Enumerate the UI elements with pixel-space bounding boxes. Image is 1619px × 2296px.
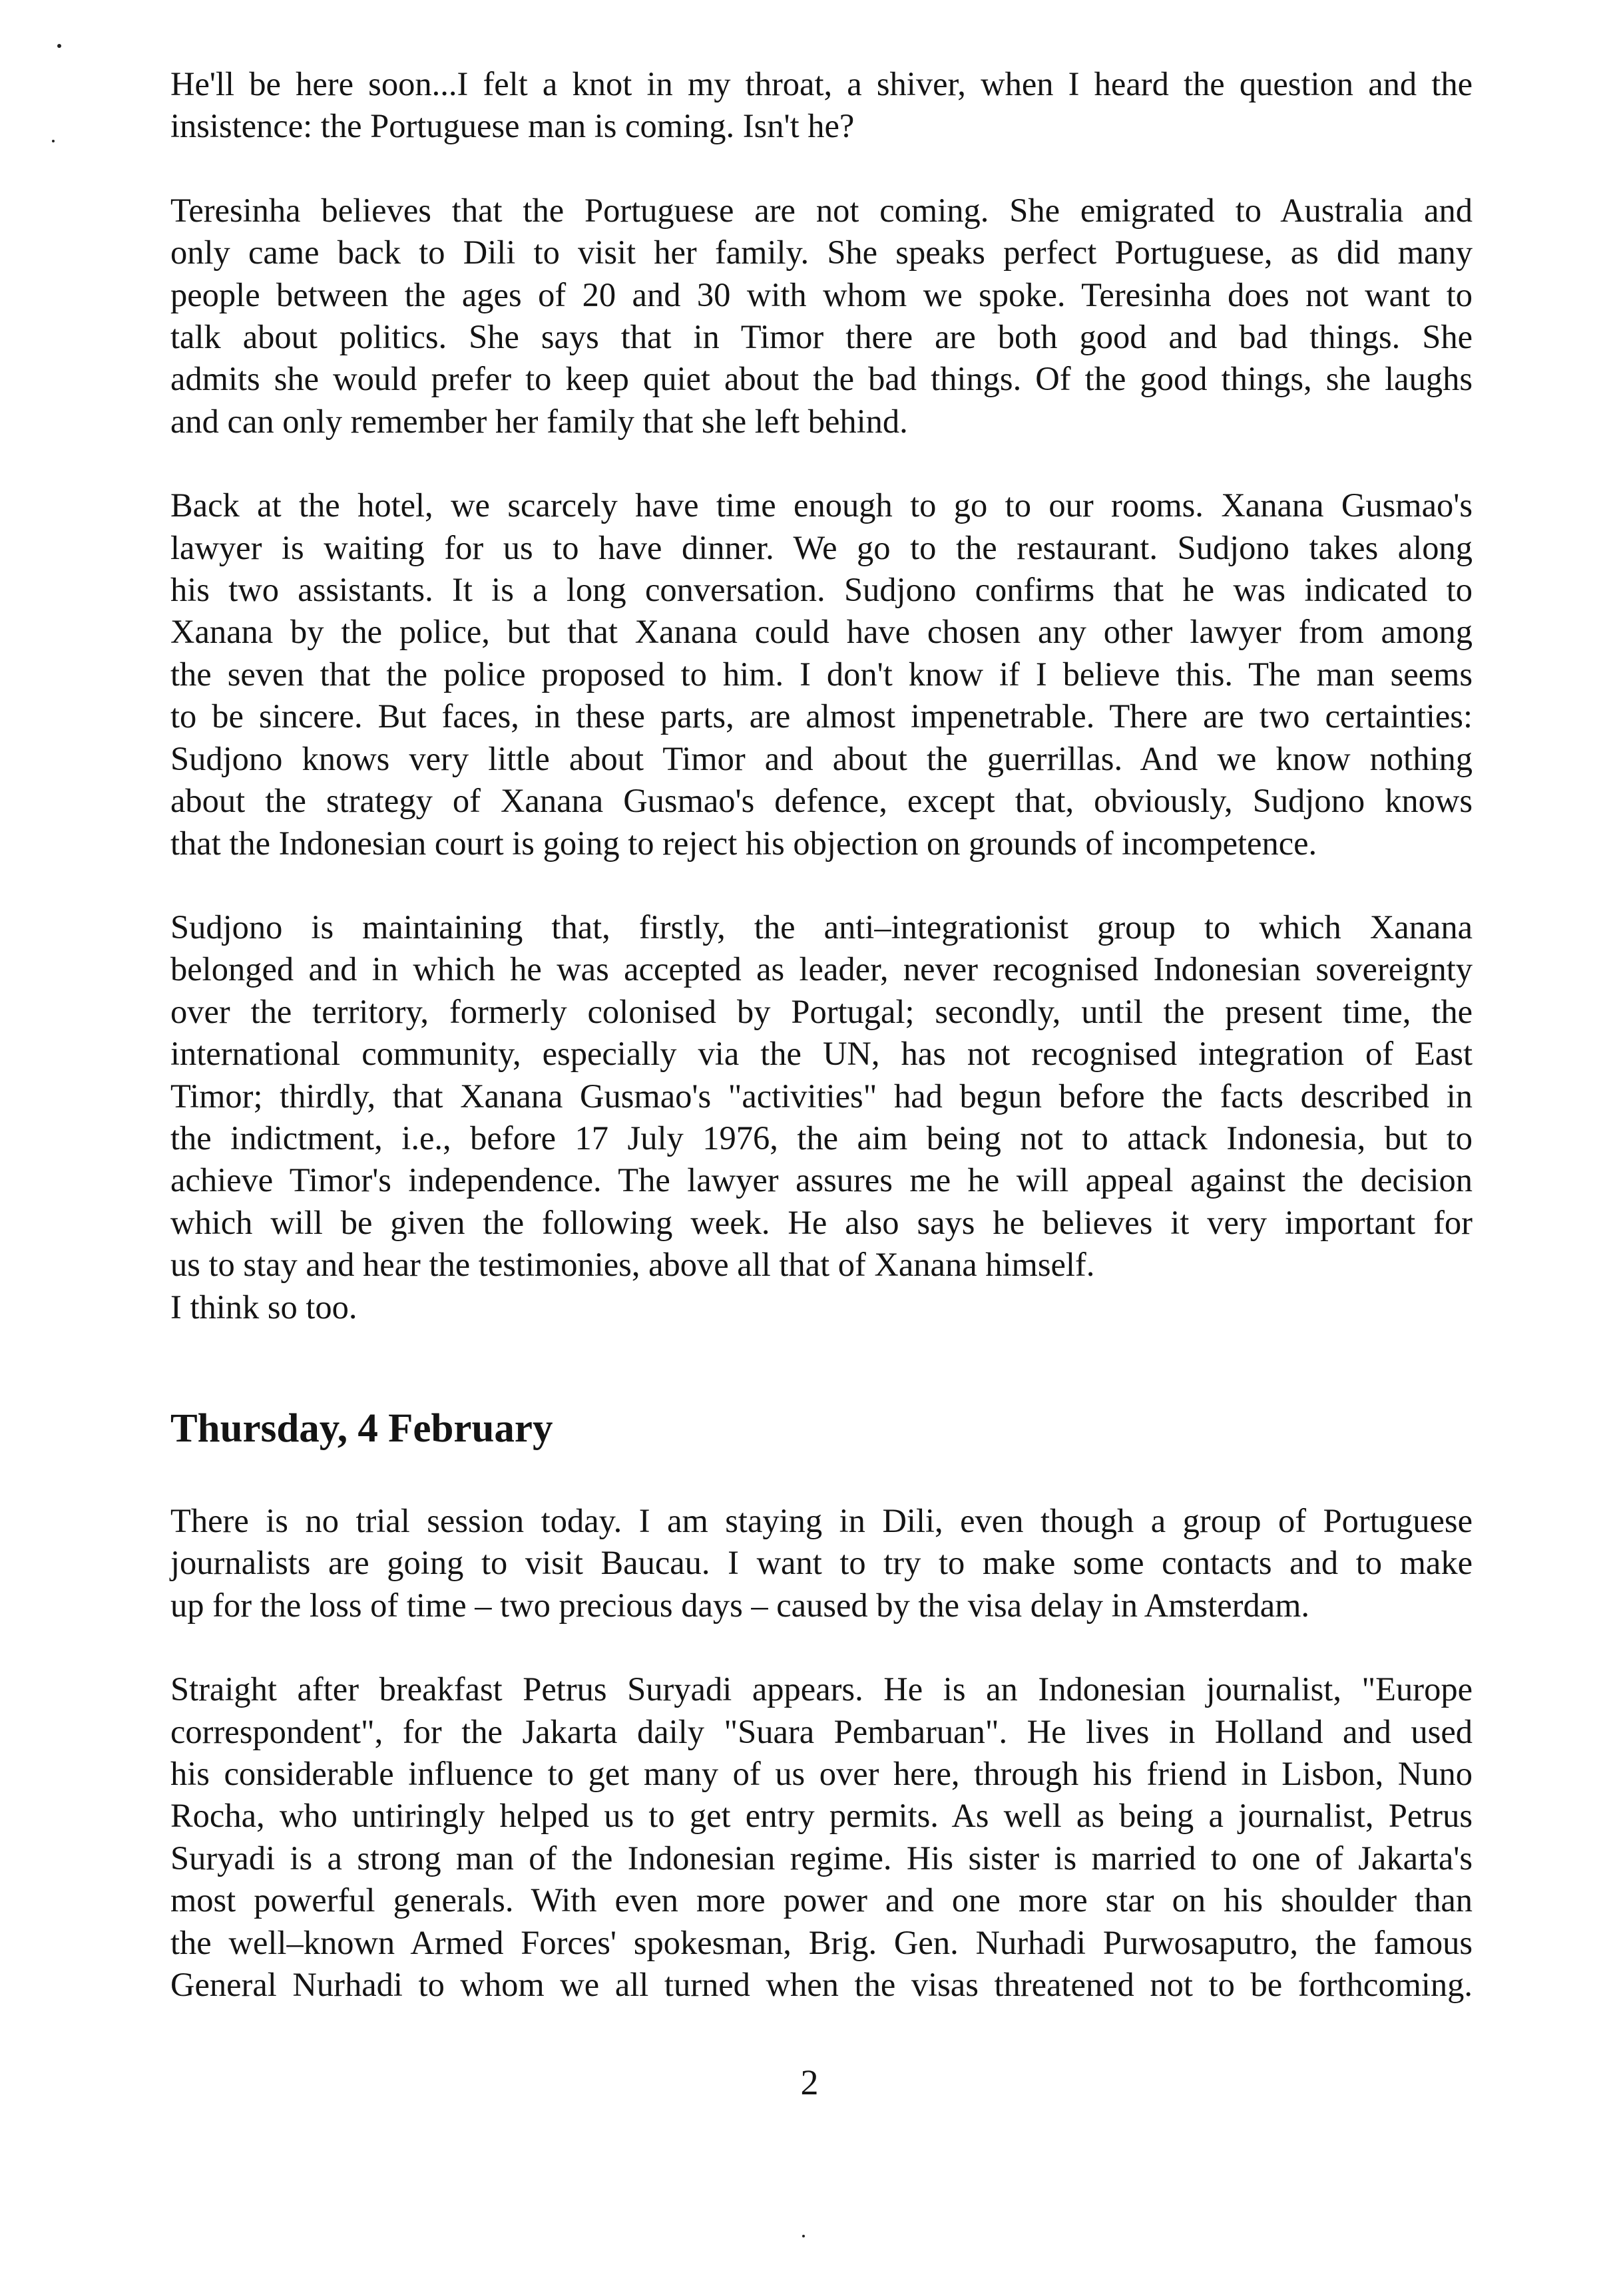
section-heading: Thursday, 4 February — [170, 1406, 553, 1451]
text-line: most powerful generals. With even more power and one more star on his shoulder than — [170, 1881, 1473, 1919]
text-line: the well–known Armed Forces' spokesman, Brig. Gen. Nurhadi Purwosaputro, the famous — [170, 1923, 1473, 1961]
text-line: his two assistants. It is a long conversation. Sudjono confirms that he was indicated to — [170, 571, 1473, 609]
text-line: lawyer is waiting for us to have dinner. We go to the restaurant. Sudjono takes along — [170, 528, 1473, 566]
text-line: up for the loss of time – two precious days – caused by the visa delay in Amsterdam. — [170, 1586, 1310, 1624]
text-line: I think so too. — [170, 1288, 357, 1326]
paragraph — [170, 190, 1473, 443]
text-line: Rocha, who untiringly helped us to get entry permits. As well as being a journalist, Petrus — [170, 1797, 1473, 1835]
text-line: that the Indonesian court is going to reject his objection on grounds of incompetence. — [170, 824, 1317, 862]
text-line: Suryadi is a strong man of the Indonesian regime. His sister is married to one of Jakarta's — [170, 1839, 1473, 1877]
paragraph — [170, 1500, 1473, 1626]
text-line: correspondent", for the Jakarta daily "Suara Pembaruan". He lives in Holland and used — [170, 1712, 1473, 1750]
text-line: which will be given the following week. He also says he believes it very important for — [170, 1203, 1473, 1241]
scan-speck — [52, 140, 55, 142]
text-line: There is no trial session today. I am staying in Dili, even though a group of Portuguese — [170, 1501, 1473, 1539]
document-body — [170, 63, 1473, 2006]
text-line: the seven that the police proposed to him. I don't know if I believe this. The man seems — [170, 655, 1473, 693]
text-line: Sudjono knows very little about Timor and about the guerrillas. And we know nothing — [170, 739, 1473, 777]
text-line: only came back to Dili to visit her family. She speaks perfect Portuguese, as did many — [170, 234, 1473, 272]
text-line: journalists are going to visit Baucau. I want to try to make some contacts and to make — [170, 1544, 1473, 1582]
text-line: us to stay and hear the testimonies, above all that of Xanana himself. — [170, 1246, 1095, 1284]
scan-speck — [57, 44, 61, 48]
text-line: General Nurhadi to whom we all turned when the visas threatened not to be forthcoming. — [170, 1966, 1473, 2004]
text-line: Xanana by the police, but that Xanana could have chosen any other lawyer from among — [170, 613, 1473, 651]
text-line: insistence: the Portuguese man is coming. Isn't he? — [170, 107, 855, 145]
text-line: to be sincere. But faces, in these parts, are almost impenetrable. There are two certainties: — [170, 697, 1473, 735]
text-line: Timor; thirdly, that Xanana Gusmao's "activities" had begun before the facts described in — [170, 1077, 1473, 1115]
paragraph — [170, 484, 1473, 864]
text-line: and can only remember her family that she left behind. — [170, 402, 908, 440]
text-line: the indictment, i.e., before 17 July 1976, the aim being not to attack Indonesia, but to — [170, 1119, 1473, 1157]
page-number: 2 — [800, 2062, 819, 2102]
text-line: over the territory, formerly colonised by Portugal; secondly, until the present time, the — [170, 992, 1473, 1030]
text-line: people between the ages of 20 and 30 with whom we spoke. Teresinha does not want to — [170, 276, 1473, 313]
text-line: achieve Timor's independence. The lawyer assures me he will appeal against the decision — [170, 1161, 1473, 1199]
text-line: international community, especially via the UN, has not recognised integration of East — [170, 1035, 1473, 1073]
text-line: Sudjono is maintaining that, firstly, the anti–integrationist group to which Xanana — [170, 908, 1473, 946]
text-line: belonged and in which he was accepted as leader, never recognised Indonesian sovereignty — [170, 950, 1473, 988]
scan-speck — [802, 2235, 805, 2237]
text-line: talk about politics. She says that in Timor there are both good and bad things. She — [170, 318, 1473, 356]
paragraph — [170, 1668, 1473, 2006]
text-line: his considerable influence to get many of us over here, through his friend in Lisbon, Nuno — [170, 1755, 1473, 1792]
text-line: admits she would prefer to keep quiet about the bad things. Of the good things, she laughs — [170, 360, 1473, 398]
paragraph — [170, 906, 1473, 1328]
text-line: about the strategy of Xanana Gusmao's defence, except that, obviously, Sudjono knows — [170, 782, 1473, 820]
text-line: He'll be here soon...I felt a knot in my throat, a shiver, when I heard the question and the — [170, 65, 1473, 102]
text-line: Teresinha believes that the Portuguese are not coming. She emigrated to Australia and — [170, 191, 1473, 229]
text-line: Straight after breakfast Petrus Suryadi appears. He is an Indonesian journalist, "Europe — [170, 1670, 1473, 1708]
paragraph — [170, 63, 1473, 148]
text-line: Back at the hotel, we scarcely have time enough to go to our rooms. Xanana Gusmao's — [170, 486, 1473, 524]
